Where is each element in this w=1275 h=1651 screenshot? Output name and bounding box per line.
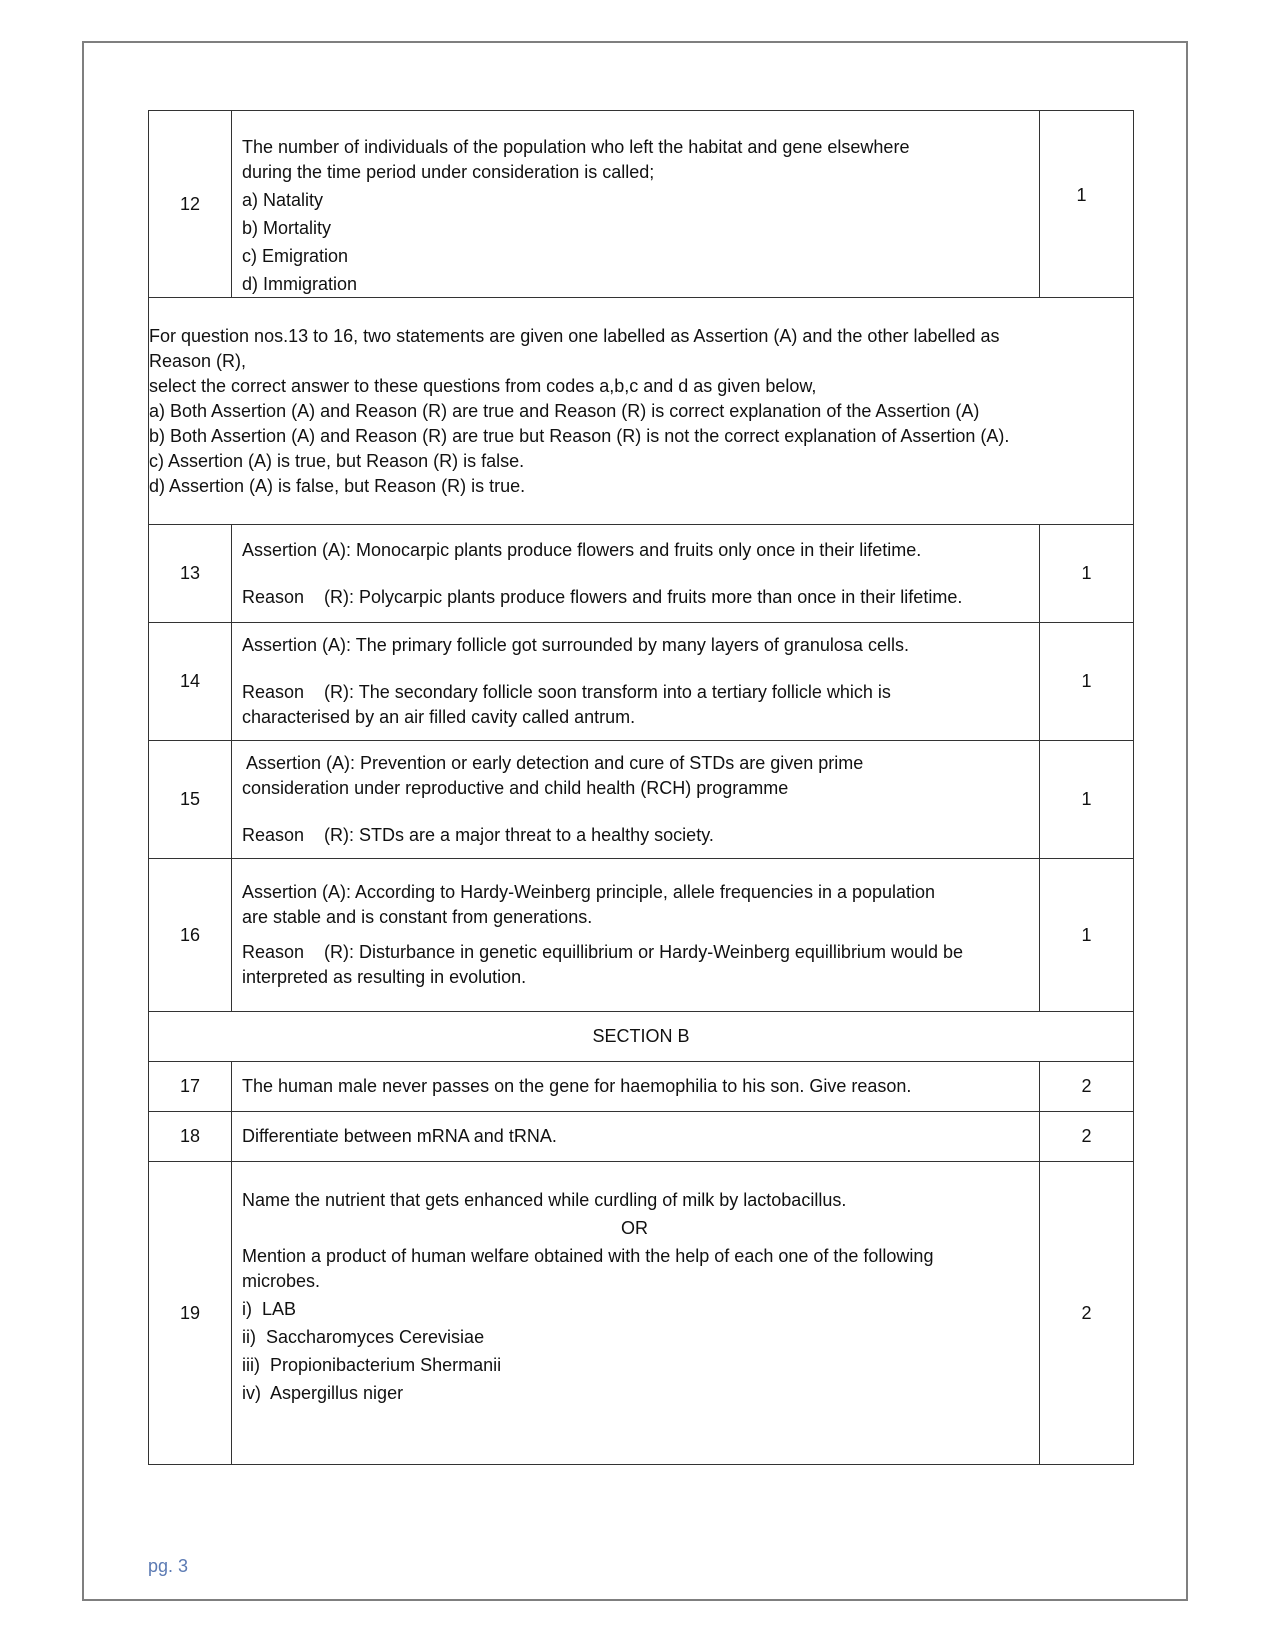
question-row-16 bbox=[149, 859, 1134, 1012]
question-marks: 1 bbox=[1040, 525, 1134, 623]
question-marks: 2 bbox=[1040, 1162, 1134, 1465]
instruction-line: c) Assertion (A) is true, but Reason (R) is false. bbox=[149, 450, 525, 471]
question-number: 17 bbox=[149, 1062, 232, 1112]
instruction-line: b) Both Assertion (A) and Reason (R) are true but Reason (R) is not the correct explanation of Assertion (A). bbox=[149, 425, 1010, 446]
assertion-text: consideration under reproductive and child health (RCH) programme bbox=[242, 778, 789, 798]
question-table bbox=[148, 110, 1134, 1465]
question-number: 12 bbox=[149, 111, 232, 298]
text-line: during the time period under consideration is called; bbox=[242, 162, 655, 182]
question-marks: 1 bbox=[1040, 111, 1134, 298]
option-a: a) Natality bbox=[242, 190, 324, 210]
question-text: Differentiate between mRNA and tRNA. bbox=[232, 1112, 1040, 1162]
question-text bbox=[232, 525, 1040, 623]
option-b: b) Mortality bbox=[242, 218, 332, 238]
question-row-19 bbox=[149, 1162, 1134, 1465]
question-number: 19 bbox=[149, 1162, 232, 1465]
option-d: d) Immigration bbox=[242, 274, 358, 294]
question-row-18 bbox=[149, 1112, 1134, 1162]
instruction-line: For question nos.13 to 16, two statements are given one labelled as Assertion (A) and the other labelled as bbox=[149, 325, 1000, 346]
reason-text: Reason (R): Disturbance in genetic equillibrium or Hardy-Weinberg equillibrium would be bbox=[242, 942, 963, 962]
question-text bbox=[232, 623, 1040, 741]
microbe-item: ii) Saccharomyces Cerevisiae bbox=[242, 1327, 485, 1347]
instructions bbox=[149, 298, 1134, 525]
question-number: 18 bbox=[149, 1112, 232, 1162]
reason-text: characterised by an air filled cavity called antrum. bbox=[242, 707, 636, 727]
question-text bbox=[232, 859, 1040, 1012]
question-number: 14 bbox=[149, 623, 232, 741]
instructions-row bbox=[149, 298, 1134, 525]
question-row-12 bbox=[149, 111, 1134, 298]
reason-text: interpreted as resulting in evolution. bbox=[242, 967, 527, 987]
assertion-text: Assertion (A): The primary follicle got surrounded by many layers of granulosa cells. bbox=[242, 635, 909, 655]
question-row-13 bbox=[149, 525, 1134, 623]
question-text: The human male never passes on the gene for haemophilia to his son. Give reason. bbox=[232, 1062, 1040, 1112]
question-marks: 1 bbox=[1040, 741, 1134, 859]
question-text bbox=[232, 1162, 1040, 1465]
question-number: 13 bbox=[149, 525, 232, 623]
reason-text: Reason (R): Polycarpic plants produce flowers and fruits more than once in their lifetime. bbox=[242, 586, 963, 607]
question-row-17 bbox=[149, 1062, 1134, 1112]
microbe-item: iv) Aspergillus niger bbox=[242, 1383, 404, 1403]
question-number: 16 bbox=[149, 859, 232, 1012]
reason-text: Reason (R): STDs are a major threat to a healthy society. bbox=[242, 825, 714, 845]
instruction-line: Reason (R), bbox=[149, 350, 247, 371]
instruction-line: a) Both Assertion (A) and Reason (R) are true and Reason (R) is correct explanation of the Assertion (A) bbox=[149, 400, 980, 421]
text-line: microbes. bbox=[242, 1271, 321, 1291]
instruction-line: select the correct answer to these questions from codes a,b,c and d as given below, bbox=[149, 375, 817, 396]
reason-text: Reason (R): The secondary follicle soon transform into a tertiary follicle which is bbox=[242, 682, 891, 702]
question-marks: 2 bbox=[1040, 1112, 1134, 1162]
microbe-item: iii) Propionibacterium Shermanii bbox=[242, 1355, 502, 1375]
text-line: The number of individuals of the population who left the habitat and gene elsewhere bbox=[242, 137, 910, 157]
section-b-row bbox=[149, 1012, 1134, 1062]
question-marks: 1 bbox=[1040, 859, 1134, 1012]
question-number: 15 bbox=[149, 741, 232, 859]
text-line: Mention a product of human welfare obtained with the help of each one of the following bbox=[242, 1246, 934, 1266]
option-c: c) Emigration bbox=[242, 246, 349, 266]
microbe-item: i) LAB bbox=[242, 1299, 297, 1319]
assertion-text: Assertion (A): Prevention or early detection and cure of STDs are given prime bbox=[242, 753, 864, 773]
assertion-text: Assertion (A): Monocarpic plants produce flowers and fruits only once in their lifetime. bbox=[242, 539, 922, 560]
question-text bbox=[232, 111, 1040, 298]
section-title: SECTION B bbox=[149, 1012, 1134, 1062]
question-first: Name the nutrient that gets enhanced while curdling of milk by lactobacillus. bbox=[242, 1190, 847, 1210]
or-separator: OR bbox=[621, 1218, 648, 1238]
question-row-15 bbox=[149, 741, 1134, 859]
question-row-14 bbox=[149, 623, 1134, 741]
assertion-text: Assertion (A): According to Hardy-Weinberg principle, allele frequencies in a population bbox=[242, 882, 936, 902]
assertion-text: are stable and is constant from generations. bbox=[242, 907, 593, 927]
question-marks: 1 bbox=[1040, 623, 1134, 741]
question-text bbox=[232, 741, 1040, 859]
question-marks: 2 bbox=[1040, 1062, 1134, 1112]
instruction-line: d) Assertion (A) is false, but Reason (R) is true. bbox=[149, 475, 526, 496]
page-number: pg. 3 bbox=[148, 1556, 189, 1576]
